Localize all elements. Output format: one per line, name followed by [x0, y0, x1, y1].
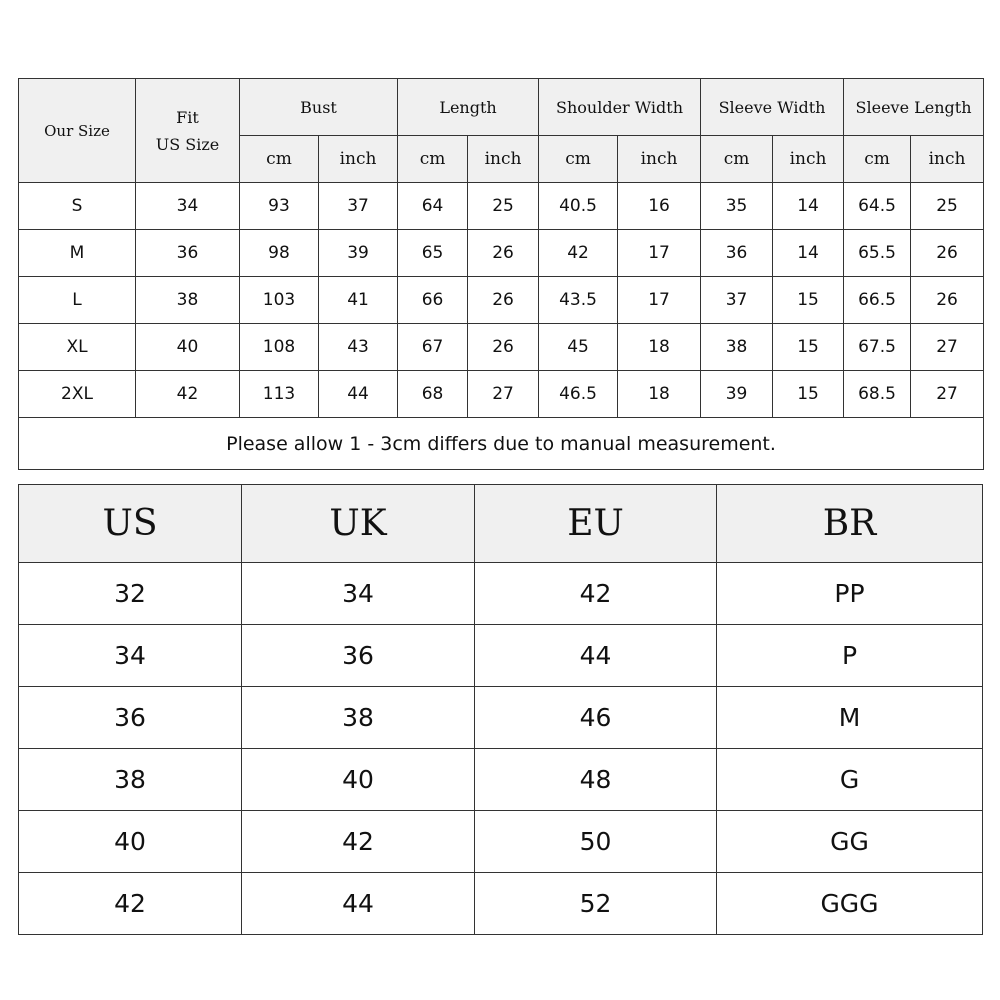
table-row: [19, 324, 984, 371]
table-cell: 52: [475, 873, 717, 935]
table-cell: 18: [618, 371, 701, 418]
uk-header: UK: [242, 485, 475, 563]
us-header: US: [19, 485, 242, 563]
table-cell: 37: [701, 277, 773, 324]
table-row: [19, 811, 983, 873]
table-cell: 40.5: [539, 183, 618, 230]
table-row: [19, 371, 984, 418]
table-cell: 66.5: [844, 277, 911, 324]
table-row: [19, 563, 983, 625]
table-cell: 65: [398, 230, 468, 277]
table-cell: XL: [19, 324, 136, 371]
size-chart-table: [18, 78, 984, 470]
unit-header: cm: [701, 136, 773, 183]
table-cell: 48: [475, 749, 717, 811]
table-cell: 46: [475, 687, 717, 749]
table-cell: 14: [773, 183, 844, 230]
table-cell: PP: [717, 563, 983, 625]
table-cell: 37: [319, 183, 398, 230]
conversion-chart-body: [19, 563, 983, 935]
table-cell: 40: [19, 811, 242, 873]
table-cell: 27: [911, 371, 984, 418]
table-cell: 45: [539, 324, 618, 371]
table-cell: G: [717, 749, 983, 811]
table-cell: 26: [911, 277, 984, 324]
table-row: [19, 749, 983, 811]
unit-header: inch: [319, 136, 398, 183]
table-cell: 25: [468, 183, 539, 230]
table-cell: 26: [911, 230, 984, 277]
table-cell: 93: [240, 183, 319, 230]
table-cell: 2XL: [19, 371, 136, 418]
table-cell: 43: [319, 324, 398, 371]
table-cell: 42: [19, 873, 242, 935]
table-cell: 38: [136, 277, 240, 324]
table-cell: 15: [773, 277, 844, 324]
unit-header: inch: [773, 136, 844, 183]
table-row: [19, 230, 984, 277]
table-cell: 26: [468, 324, 539, 371]
table-cell: 67.5: [844, 324, 911, 371]
unit-header: inch: [468, 136, 539, 183]
table-cell: 36: [136, 230, 240, 277]
sleeve-width-header: Sleeve Width: [701, 79, 844, 136]
table-cell: S: [19, 183, 136, 230]
table-cell: 108: [240, 324, 319, 371]
table-cell: 15: [773, 371, 844, 418]
table-cell: 38: [701, 324, 773, 371]
table-row: [19, 183, 984, 230]
table-cell: 98: [240, 230, 319, 277]
table-cell: 27: [911, 324, 984, 371]
table-cell: M: [717, 687, 983, 749]
table-cell: 36: [242, 625, 475, 687]
table-cell: 50: [475, 811, 717, 873]
unit-header: cm: [240, 136, 319, 183]
table-cell: 43.5: [539, 277, 618, 324]
table-cell: 15: [773, 324, 844, 371]
table-cell: 68: [398, 371, 468, 418]
table-cell: 67: [398, 324, 468, 371]
table-cell: 34: [242, 563, 475, 625]
table-cell: P: [717, 625, 983, 687]
table-cell: 25: [911, 183, 984, 230]
measurement-note: Please allow 1 - 3cm differs due to manual measurement.: [19, 418, 984, 470]
size-conversion-table: [18, 484, 983, 935]
length-header: Length: [398, 79, 539, 136]
table-cell: 34: [19, 625, 242, 687]
table-cell: 39: [701, 371, 773, 418]
table-cell: 40: [242, 749, 475, 811]
table-cell: 18: [618, 324, 701, 371]
table-cell: 39: [319, 230, 398, 277]
table-cell: 17: [618, 230, 701, 277]
table-cell: 26: [468, 230, 539, 277]
shoulder-width-header: Shoulder Width: [539, 79, 701, 136]
table-cell: 42: [539, 230, 618, 277]
table-cell: 38: [242, 687, 475, 749]
table-cell: 27: [468, 371, 539, 418]
unit-header: cm: [844, 136, 911, 183]
table-row: [19, 277, 984, 324]
table-cell: 42: [136, 371, 240, 418]
table-cell: 44: [319, 371, 398, 418]
our-size-header: Our Size: [19, 79, 136, 183]
size-chart-body: [19, 183, 984, 418]
table-cell: 68.5: [844, 371, 911, 418]
us-size-label: US Size: [155, 134, 220, 154]
table-row: [19, 687, 983, 749]
table-cell: GGG: [717, 873, 983, 935]
table-cell: 32: [19, 563, 242, 625]
table-cell: 34: [136, 183, 240, 230]
table-cell: 44: [475, 625, 717, 687]
table-cell: 113: [240, 371, 319, 418]
bust-header: Bust: [240, 79, 398, 136]
table-cell: L: [19, 277, 136, 324]
table-cell: 40: [136, 324, 240, 371]
unit-header: inch: [618, 136, 701, 183]
table-cell: 36: [701, 230, 773, 277]
table-cell: 42: [242, 811, 475, 873]
table-cell: 64: [398, 183, 468, 230]
table-cell: 17: [618, 277, 701, 324]
table-row: [19, 873, 983, 935]
unit-header: inch: [911, 136, 984, 183]
unit-header: cm: [539, 136, 618, 183]
table-cell: 16: [618, 183, 701, 230]
eu-header: EU: [475, 485, 717, 563]
table-cell: 46.5: [539, 371, 618, 418]
fit-label: Fit: [176, 107, 199, 127]
table-cell: 38: [19, 749, 242, 811]
table-cell: 44: [242, 873, 475, 935]
br-header: BR: [717, 485, 983, 563]
table-cell: 26: [468, 277, 539, 324]
sleeve-length-header: Sleeve Length: [844, 79, 984, 136]
unit-header: cm: [398, 136, 468, 183]
table-cell: M: [19, 230, 136, 277]
table-cell: 103: [240, 277, 319, 324]
table-row: [19, 625, 983, 687]
table-cell: 41: [319, 277, 398, 324]
table-cell: 35: [701, 183, 773, 230]
table-cell: 66: [398, 277, 468, 324]
table-cell: 42: [475, 563, 717, 625]
table-cell: GG: [717, 811, 983, 873]
table-cell: 36: [19, 687, 242, 749]
table-cell: 14: [773, 230, 844, 277]
table-cell: 65.5: [844, 230, 911, 277]
fit-us-size-header: [136, 79, 240, 183]
table-cell: 64.5: [844, 183, 911, 230]
